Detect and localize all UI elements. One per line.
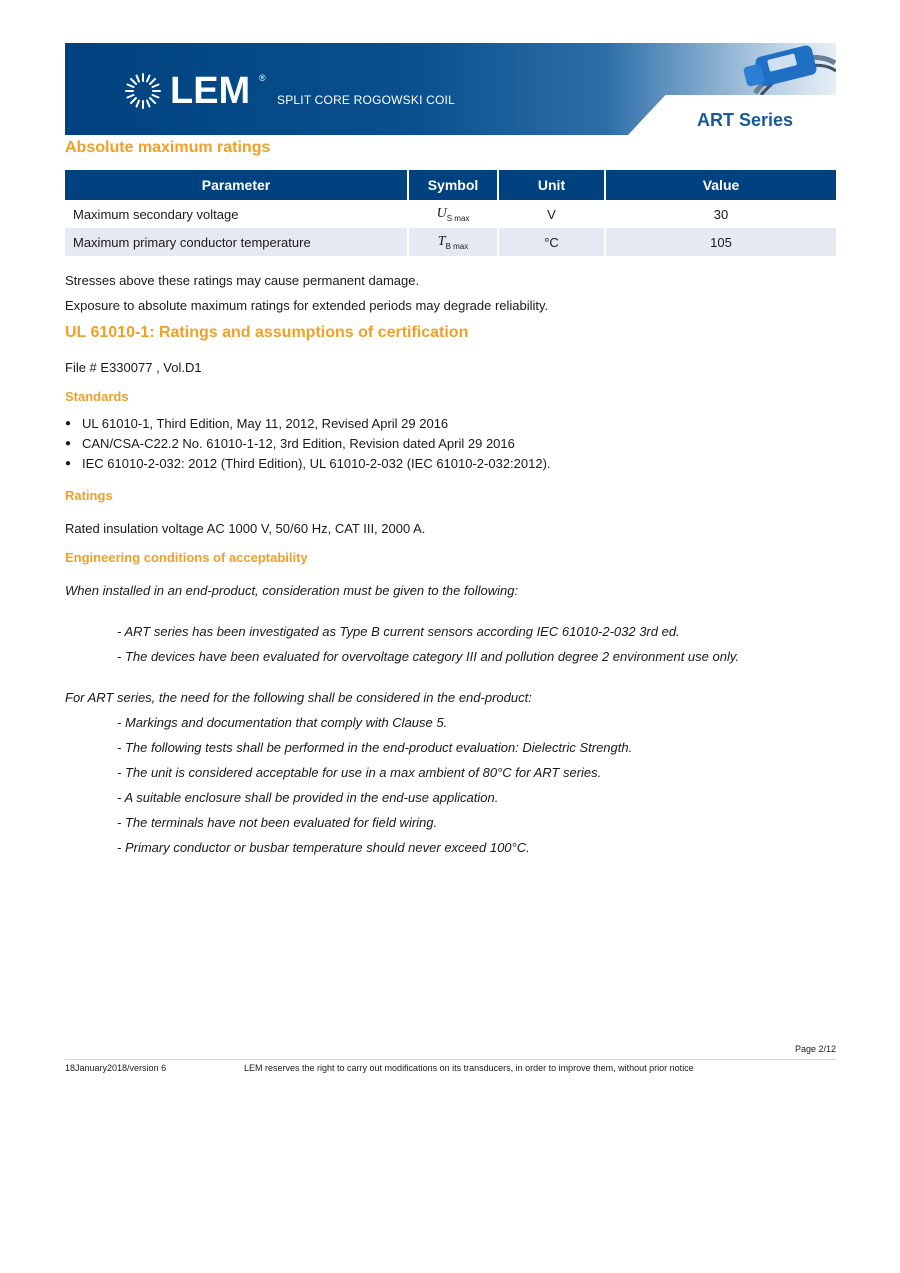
rogowski-coil-product-image <box>695 43 836 99</box>
bullet-icon: ● <box>65 418 72 429</box>
cell-parameter: Maximum primary conductor temperature <box>65 228 408 256</box>
end-product-item: - The unit is considered acceptable for use in a max ambient of 80°C for ART series. <box>117 765 602 780</box>
bullet-icon: ● <box>65 438 72 449</box>
table-header-value: Value <box>605 170 836 200</box>
cell-symbol: $U_{S max}$ <box>408 200 498 228</box>
file-number: File # E330077 , Vol.D1 <box>65 360 202 375</box>
standards-list <box>65 414 551 474</box>
end-product-intro: For ART series, the need for the following shall be considered in the end-product: <box>65 690 532 705</box>
engineering-intro: When installed in an end-product, consideration must be given to the following: <box>65 583 519 598</box>
bullet-icon: ● <box>65 458 72 469</box>
page-number: Page 2/12 <box>794 1044 836 1054</box>
note-stresses: Stresses above these ratings may cause permanent damage. <box>65 273 420 288</box>
lem-logo-text: LEM <box>170 70 251 112</box>
registered-mark: ® <box>259 73 266 83</box>
list-item: ● IEC 61010-2-032: 2012 (Third Edition), UL 61010-2-032 (IEC 61010-2-032:2012). <box>65 454 551 474</box>
table-row <box>65 200 836 228</box>
engineering-item: - The devices have been evaluated for overvoltage category III and pollution degree 2 environment use only. <box>117 649 739 664</box>
end-product-item: - Markings and documentation that comply with Clause 5. <box>117 715 448 730</box>
cell-parameter: Maximum secondary voltage <box>65 200 408 228</box>
ratings-text: Rated insulation voltage AC 1000 V, 50/60 Hz, CAT III, 2000 A. <box>65 521 426 536</box>
cell-unit: V <box>498 200 605 228</box>
section-title-ul-certification: UL 61010-1: Ratings and assumptions of certification <box>65 324 469 341</box>
absolute-ratings-table <box>65 170 836 256</box>
cell-value: 105 <box>605 228 836 256</box>
cell-value: 30 <box>713 206 729 222</box>
cell-symbol: $T_{B max}$ <box>408 228 498 256</box>
engineering-item: - ART series has been investigated as Type B current sensors according IEC 61010-2-032 3rd ed. <box>117 624 680 639</box>
section-title-absolute-ratings: Absolute maximum ratings <box>65 139 271 156</box>
series-title: ART Series <box>697 110 794 130</box>
end-product-item: - The terminals have not been evaluated for field wiring. <box>117 815 438 830</box>
list-item: ● CAN/CSA-C22.2 No. 61010-1-12, 3rd Edition, Revision dated April 29 2016 <box>65 434 551 454</box>
footer-date-version: 18January2018/version 6 <box>65 1063 167 1073</box>
footer-divider <box>65 1059 836 1060</box>
table-header-symbol: Symbol <box>408 170 498 200</box>
end-product-item: - A suitable enclosure shall be provided in the end-use application. <box>117 790 499 805</box>
table-header-row <box>65 170 836 200</box>
table-header-parameter: Parameter <box>65 170 408 200</box>
end-product-item: - The following tests shall be performed in the end-product evaluation: Dielectric Strength. <box>117 740 633 755</box>
subsection-title-standards: Standards <box>65 389 129 404</box>
list-item: ● UL 61010-1, Third Edition, May 11, 2012, Revised April 29 2016 <box>65 414 551 434</box>
cell-unit: °C <box>498 228 605 256</box>
table-row <box>65 228 836 256</box>
lem-sun-logo-icon <box>123 71 163 111</box>
subsection-title-engineering: Engineering conditions of acceptability <box>65 550 308 565</box>
end-product-item: - Primary conductor or busbar temperature should never exceed 100°C. <box>117 840 530 855</box>
footer-disclaimer: LEM reserves the right to carry out modifications on its transducers, in order to improve them, without prior notice <box>244 1063 694 1073</box>
product-subtitle: SPLIT CORE ROGOWSKI COIL <box>277 93 455 107</box>
table-header-unit: Unit <box>498 170 605 200</box>
subsection-title-ratings: Ratings <box>65 488 113 503</box>
note-exposure: Exposure to absolute maximum ratings for extended periods may degrade reliability. <box>65 298 549 313</box>
